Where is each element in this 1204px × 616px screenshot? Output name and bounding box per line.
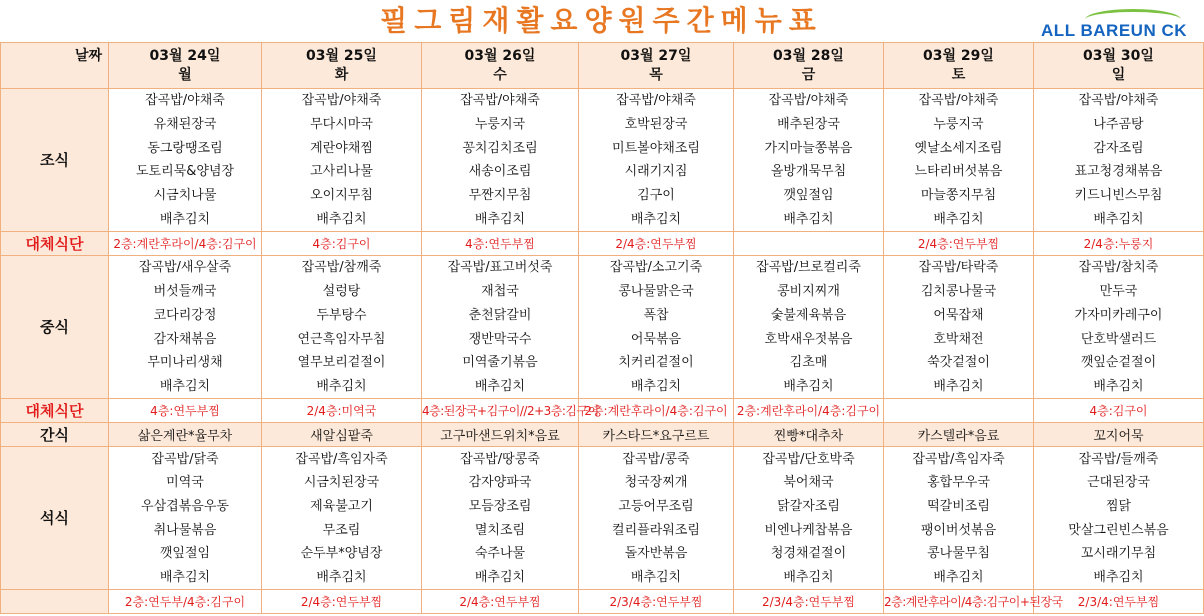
snack-item: 카스텔라*음료 xyxy=(884,423,1034,447)
breakfast-row xyxy=(1,207,1204,231)
menu-item: 치커리겉절이 xyxy=(579,351,734,375)
menu-item: 도토리묵&양념장 xyxy=(109,160,262,184)
menu-item: 잡곡밥/야채죽 xyxy=(422,89,579,113)
menu-item: 누룽지국 xyxy=(884,113,1034,137)
menu-item: 잡곡밥/야채죽 xyxy=(579,89,734,113)
menu-item: 배추김치 xyxy=(262,207,422,231)
menu-item: 감자양파국 xyxy=(422,471,579,495)
menu-item: 찜닭 xyxy=(1034,495,1204,519)
alt2-item: 4층:연두부찜 xyxy=(109,399,262,423)
brand-logo: ALL BAREUN CK xyxy=(1041,21,1187,40)
menu-item: 폭찹 xyxy=(579,304,734,328)
menu-item: 콩나물맑은국 xyxy=(579,280,734,304)
menu-item: 미역국 xyxy=(109,471,262,495)
snack-label: 간식 xyxy=(1,423,109,447)
alt2-item: 4층:된장국+김구이//2+3층:김구이 xyxy=(422,399,579,423)
menu-item: 김초매 xyxy=(734,351,884,375)
menu-item: 어묵잡채 xyxy=(884,304,1034,328)
menu-item: 컬리플라워조림 xyxy=(579,518,734,542)
menu-item: 잡곡밥/참깨죽 xyxy=(262,256,422,280)
menu-item: 꼬시래기무침 xyxy=(1034,542,1204,566)
menu-item: 무미나리생채 xyxy=(109,351,262,375)
menu-item: 청경채겉절이 xyxy=(734,542,884,566)
menu-item: 잡곡밥/야채죽 xyxy=(262,89,422,113)
dinner-row xyxy=(1,471,1204,495)
menu-item: 잡곡밥/야채죽 xyxy=(734,89,884,113)
menu-item: 순두부*양념장 xyxy=(262,542,422,566)
alt3-item: 2/3/4:연두부찜 xyxy=(1034,590,1204,614)
day-header xyxy=(579,43,734,89)
menu-item: 쟁반막국수 xyxy=(422,327,579,351)
menu-item: 잡곡밥/참치죽 xyxy=(1034,256,1204,280)
menu-item: 고사리나물 xyxy=(262,160,422,184)
alt3-item: 2/4층:연두부찜 xyxy=(422,590,579,614)
menu-item: 올방개묵무침 xyxy=(734,160,884,184)
alt2-item: 2/4층:미역국 xyxy=(262,399,422,423)
dinner-row xyxy=(1,447,1204,471)
day-header xyxy=(1034,43,1204,89)
menu-item: 숙주나물 xyxy=(422,542,579,566)
menu-item: 만두국 xyxy=(1034,280,1204,304)
menu-item: 마늘쫑지무침 xyxy=(884,184,1034,208)
snack-item: 고구마샌드위치*음료 xyxy=(422,423,579,447)
menu-item: 버섯들깨국 xyxy=(109,280,262,304)
menu-item: 김구이 xyxy=(579,184,734,208)
breakfast-row xyxy=(1,89,1204,113)
menu-item: 나주곰탕 xyxy=(1034,113,1204,137)
menu-item: 비엔나케찹볶음 xyxy=(734,518,884,542)
alt1-row xyxy=(1,232,1204,256)
menu-item: 미역줄기볶음 xyxy=(422,351,579,375)
day-date: 03월 30일 xyxy=(1083,47,1154,64)
menu-item: 무짠지무침 xyxy=(422,184,579,208)
title-bar xyxy=(0,0,1203,42)
alt1-label: 대체식단 xyxy=(1,232,109,256)
menu-item: 배추김치 xyxy=(109,566,262,590)
menu-item: 표고청경채볶음 xyxy=(1034,160,1204,184)
menu-item: 멸치조림 xyxy=(422,518,579,542)
menu-item: 잡곡밥/콩죽 xyxy=(579,447,734,471)
menu-item: 깻잎절임 xyxy=(734,184,884,208)
lunch-row xyxy=(1,351,1204,375)
alt1-item: 2/4층:누룽지 xyxy=(1034,232,1204,256)
alt3-row xyxy=(1,590,1204,614)
lunch-label: 중식 xyxy=(1,256,109,399)
menu-item: 배추김치 xyxy=(734,375,884,399)
page-title: 필그림재활요양원주간메뉴표 xyxy=(380,4,823,37)
day-date: 03월 25일 xyxy=(306,47,377,64)
menu-item: 오이지무침 xyxy=(262,184,422,208)
dinner-row xyxy=(1,495,1204,519)
day-weekday: 금 xyxy=(801,66,816,83)
day-header xyxy=(262,43,422,89)
alt2-row xyxy=(1,399,1204,423)
menu-item: 계란야채찜 xyxy=(262,136,422,160)
menu-item: 시래기지짐 xyxy=(579,160,734,184)
dinner-row xyxy=(1,518,1204,542)
menu-item: 배추김치 xyxy=(422,207,579,231)
day-header xyxy=(734,43,884,89)
lunch-row xyxy=(1,256,1204,280)
menu-item: 잡곡밥/야채죽 xyxy=(109,89,262,113)
menu-item: 열무보리겉절이 xyxy=(262,351,422,375)
menu-item: 콩비지찌개 xyxy=(734,280,884,304)
alt2-item: 2층:계란후라이/4층:김구이 xyxy=(734,399,884,423)
menu-item: 잡곡밥/흑임자죽 xyxy=(262,447,422,471)
menu-item: 코다리강정 xyxy=(109,304,262,328)
menu-item: 유채된장국 xyxy=(109,113,262,137)
lunch-row xyxy=(1,304,1204,328)
menu-item: 느타리버섯볶음 xyxy=(884,160,1034,184)
date-label: 날짜 xyxy=(1,43,109,89)
snack-item: 삶은계란*율무차 xyxy=(109,423,262,447)
alt3-item: 2/3/4층:연두부찜 xyxy=(579,590,734,614)
menu-item: 배추김치 xyxy=(422,375,579,399)
day-weekday: 수 xyxy=(493,66,507,83)
alt3-item: 2/4층:연두부찜 xyxy=(262,590,422,614)
alt1-item: 4층:연두부찜 xyxy=(422,232,579,256)
menu-item: 배추김치 xyxy=(422,566,579,590)
alt2-item: 4층:김구이 xyxy=(1034,399,1204,423)
menu-item: 감자조림 xyxy=(1034,136,1204,160)
lunch-row xyxy=(1,280,1204,304)
dinner-label: 석식 xyxy=(1,447,109,590)
menu-item: 두부탕수 xyxy=(262,304,422,328)
menu-item: 잡곡밥/표고버섯죽 xyxy=(422,256,579,280)
snack-item: 카스타드*요구르트 xyxy=(579,423,734,447)
menu-item: 쑥갓겉절이 xyxy=(884,351,1034,375)
menu-item: 단호박샐러드 xyxy=(1034,327,1204,351)
day-date: 03월 29일 xyxy=(923,47,994,64)
snack-item: 찐빵*대추차 xyxy=(734,423,884,447)
weekly-menu-table xyxy=(0,42,1204,614)
lunch-row xyxy=(1,327,1204,351)
menu-item: 꽁치김치조림 xyxy=(422,136,579,160)
menu-item: 김치콩나물국 xyxy=(884,280,1034,304)
menu-item: 잡곡밥/타락죽 xyxy=(884,256,1034,280)
alt1-item: 4층:김구이 xyxy=(262,232,422,256)
menu-item: 떡갈비조림 xyxy=(884,495,1034,519)
menu-item: 돌자반볶음 xyxy=(579,542,734,566)
breakfast-row xyxy=(1,184,1204,208)
menu-item: 취나물볶음 xyxy=(109,518,262,542)
menu-item: 무다시마국 xyxy=(262,113,422,137)
alt1-item xyxy=(734,232,884,256)
menu-item: 배추김치 xyxy=(579,207,734,231)
menu-item: 깻잎순겉절이 xyxy=(1034,351,1204,375)
menu-item: 시금치된장국 xyxy=(262,471,422,495)
menu-item: 어묵볶음 xyxy=(579,327,734,351)
menu-item: 잡곡밥/새우살죽 xyxy=(109,256,262,280)
menu-item: 팽이버섯볶음 xyxy=(884,518,1034,542)
dinner-row xyxy=(1,566,1204,590)
menu-item: 배추김치 xyxy=(1034,207,1204,231)
day-date: 03월 26일 xyxy=(464,47,536,64)
menu-item: 키드니빈스무침 xyxy=(1034,184,1204,208)
menu-item: 호박된장국 xyxy=(579,113,734,137)
day-weekday: 토 xyxy=(951,66,966,83)
breakfast-row xyxy=(1,113,1204,137)
menu-item: 제육불고기 xyxy=(262,495,422,519)
menu-item: 옛날소세지조림 xyxy=(884,136,1034,160)
alt2-item: 2층:계란후라이/4층:김구이 xyxy=(579,399,734,423)
menu-item: 닭갈자조림 xyxy=(734,495,884,519)
menu-item: 배추김치 xyxy=(1034,375,1204,399)
day-date: 03월 27일 xyxy=(620,47,692,64)
snack-item: 새알심팥죽 xyxy=(262,423,422,447)
menu-item: 모듬장조림 xyxy=(422,495,579,519)
snack-row xyxy=(1,423,1204,447)
alt2-item xyxy=(884,399,1034,423)
menu-item: 배추김치 xyxy=(262,375,422,399)
menu-item: 배추김치 xyxy=(734,566,884,590)
menu-item: 잡곡밥/땅콩죽 xyxy=(422,447,579,471)
menu-item: 재첩국 xyxy=(422,280,579,304)
menu-item: 청국장찌개 xyxy=(579,471,734,495)
menu-item: 배추김치 xyxy=(884,566,1034,590)
menu-item: 연근흑임자무침 xyxy=(262,327,422,351)
day-header xyxy=(422,43,579,89)
menu-item: 북어채국 xyxy=(734,471,884,495)
menu-item: 동그랑땡조림 xyxy=(109,136,262,160)
menu-item: 가지마늘쫑볶음 xyxy=(734,136,884,160)
breakfast-row xyxy=(1,136,1204,160)
menu-item: 잡곡밥/소고기죽 xyxy=(579,256,734,280)
lunch-row xyxy=(1,375,1204,399)
menu-item: 깻잎절임 xyxy=(109,542,262,566)
menu-item: 배추김치 xyxy=(884,375,1034,399)
menu-item: 미트볼야채조림 xyxy=(579,136,734,160)
alt3-label xyxy=(1,590,109,614)
day-weekday: 목 xyxy=(649,66,663,83)
menu-item: 춘천닭갈비 xyxy=(422,304,579,328)
day-weekday: 일 xyxy=(1111,66,1126,83)
dinner-row xyxy=(1,542,1204,566)
menu-item: 새송이조림 xyxy=(422,160,579,184)
menu-item: 감자채볶음 xyxy=(109,327,262,351)
menu-item: 홍합무우국 xyxy=(884,471,1034,495)
menu-item: 잡곡밥/야채죽 xyxy=(1034,89,1204,113)
menu-item: 배추된장국 xyxy=(734,113,884,137)
alt2-label: 대체식단 xyxy=(1,399,109,423)
menu-item: 잡곡밥/닭죽 xyxy=(109,447,262,471)
menu-item: 근대된장국 xyxy=(1034,471,1204,495)
menu-item: 잡곡밥/단호박죽 xyxy=(734,447,884,471)
breakfast-row xyxy=(1,160,1204,184)
menu-item: 고등어무조림 xyxy=(579,495,734,519)
alt1-item: 2/4층:연두부찜 xyxy=(884,232,1034,256)
menu-item: 누룽지국 xyxy=(422,113,579,137)
breakfast-label: 조식 xyxy=(1,89,109,232)
snack-item: 꼬지어묵 xyxy=(1034,423,1204,447)
alt3-item: 2/3/4층:연두부찜 xyxy=(734,590,884,614)
alt3-item: 2층:계란후라이/4층:김구이+된장국 xyxy=(884,590,1034,614)
alt1-item: 2층:계란후라이/4층:김구이 xyxy=(109,232,262,256)
menu-item: 배추김치 xyxy=(1034,566,1204,590)
menu-item: 가자미카레구이 xyxy=(1034,304,1204,328)
menu-item: 잡곡밥/흑임자죽 xyxy=(884,447,1034,471)
menu-item: 배추김치 xyxy=(884,207,1034,231)
menu-item: 배추김치 xyxy=(579,375,734,399)
menu-item: 숯불제육볶음 xyxy=(734,304,884,328)
day-weekday: 월 xyxy=(178,66,192,83)
menu-item: 우삼겹볶음우동 xyxy=(109,495,262,519)
menu-item: 배추김치 xyxy=(579,566,734,590)
menu-item: 호박새우젓볶음 xyxy=(734,327,884,351)
day-header xyxy=(109,43,262,89)
menu-item: 맛살그린빈스볶음 xyxy=(1034,518,1204,542)
menu-item: 배추김치 xyxy=(262,566,422,590)
menu-item: 무조림 xyxy=(262,518,422,542)
alt1-item: 2/4층:연두부찜 xyxy=(579,232,734,256)
menu-item: 잡곡밥/들깨죽 xyxy=(1034,447,1204,471)
menu-item: 호박채전 xyxy=(884,327,1034,351)
alt3-item: 2층:연두부/4층:김구이 xyxy=(109,590,262,614)
menu-item: 설렁탕 xyxy=(262,280,422,304)
day-header xyxy=(884,43,1034,89)
day-date: 03월 24일 xyxy=(149,47,221,64)
menu-item: 시금치나물 xyxy=(109,184,262,208)
menu-item: 배추김치 xyxy=(109,207,262,231)
menu-item: 잡곡밥/야채죽 xyxy=(884,89,1034,113)
day-weekday: 화 xyxy=(334,66,349,83)
menu-item: 배추김치 xyxy=(734,207,884,231)
menu-item: 배추김치 xyxy=(109,375,262,399)
day-date: 03월 28일 xyxy=(773,47,844,64)
date-header-row xyxy=(1,43,1204,89)
menu-item: 콩나물무침 xyxy=(884,542,1034,566)
menu-item: 잡곡밥/브로컬리죽 xyxy=(734,256,884,280)
